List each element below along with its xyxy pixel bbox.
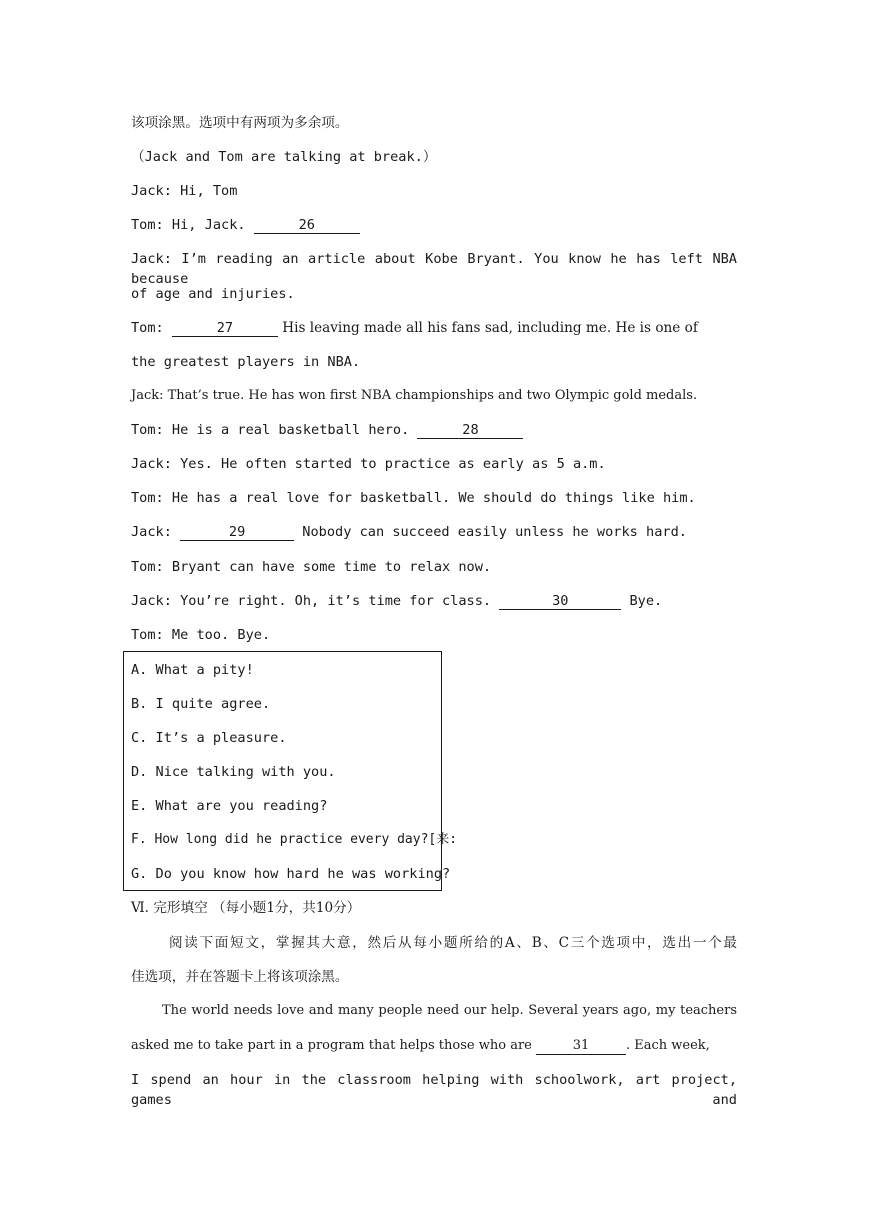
dialogue-line: the greatest players in NBA.: [131, 354, 361, 370]
dialogue-text: Tom: He is a real basketball hero.: [131, 422, 418, 438]
blank-31: 31: [536, 1038, 626, 1055]
passage-text: asked me to take part in a program that helps those who are: [131, 1038, 536, 1053]
blank-30: 30: [499, 593, 621, 610]
dialogue-text: Tom: Hi, Jack.: [131, 217, 254, 233]
instruction-continued: 该项涂黑。选项中有两项为多余项。: [131, 115, 349, 131]
dialogue-line: [131, 215, 737, 235]
dialogue-line: Jack: Hi, Tom: [131, 183, 238, 199]
option-d: D. Nice talking with you.: [131, 764, 336, 780]
dialogue-line: of age and injuries.: [131, 286, 295, 302]
passage-text: . Each week,: [625, 1038, 710, 1053]
option-c: C. It’s a pleasure.: [131, 730, 287, 746]
dialogue-text: Jack:: [131, 524, 181, 540]
option-a: A. What a pity!: [131, 662, 254, 678]
blank-26: 26: [254, 217, 360, 234]
dialogue-line: [131, 522, 737, 542]
section-instruction: 阅读下面短文，掌握其大意，然后从每小题所给的A、B、C三个选项中，选出一个最: [169, 935, 737, 951]
passage-line: [131, 1036, 737, 1056]
dialogue-line: Jack: Yes. He often started to practice as early as 5 a.m.: [131, 456, 606, 472]
dialogue-line: Tom: He has a real love for basketball. We should do things like him.: [131, 490, 696, 506]
passage-line: The world needs love and many people need our help. Several years ago, my teachers: [162, 1003, 737, 1018]
dialogue-line: Jack: I’m reading an article about Kobe Bryant. You know he has left NBA because: [131, 251, 737, 287]
option-g: G. Do you know how hard he was working?: [131, 866, 451, 882]
dialogue-text: Tom:: [131, 320, 172, 336]
dialogue-line: [131, 318, 737, 338]
blank-28: 28: [417, 422, 523, 439]
dialogue-line: [131, 420, 737, 440]
dialogue-text: Bye.: [621, 593, 663, 609]
dialogue-line: Tom: Bryant can have some time to relax now.: [131, 559, 492, 575]
dialogue-line: [131, 591, 737, 611]
option-f: F. How long did he practice every day?[来:: [131, 832, 458, 847]
dialogue-text: His leaving made all his fans sad, including me. He is one of: [277, 320, 698, 336]
option-b: B. I quite agree.: [131, 696, 271, 712]
blank-27: 27: [172, 320, 278, 337]
options-box: [123, 651, 458, 891]
section-instruction: 佳选项，并在答题卡上将该项涂黑。: [131, 969, 349, 985]
section-heading: Ⅵ. 完形填空 （每小题1分，共10分）: [131, 900, 361, 916]
dialogue-setting: （Jack and Tom are talking at break.）: [131, 149, 437, 165]
blank-29: 29: [180, 524, 294, 541]
dialogue-line: Jack: That’s true. He has won first NBA championships and two Olympic gold medals.: [131, 388, 698, 403]
dialogue-text: Nobody can succeed easily unless he works hard.: [294, 524, 687, 540]
passage-line: I spend an hour in the classroom helping with schoolwork, art project, games and: [131, 1072, 737, 1108]
dialogue-line: Tom: Me too. Bye.: [131, 627, 271, 643]
option-e: E. What are you reading?: [131, 798, 328, 814]
dialogue-text: Jack: You’re right. Oh, it’s time for class.: [131, 593, 500, 609]
